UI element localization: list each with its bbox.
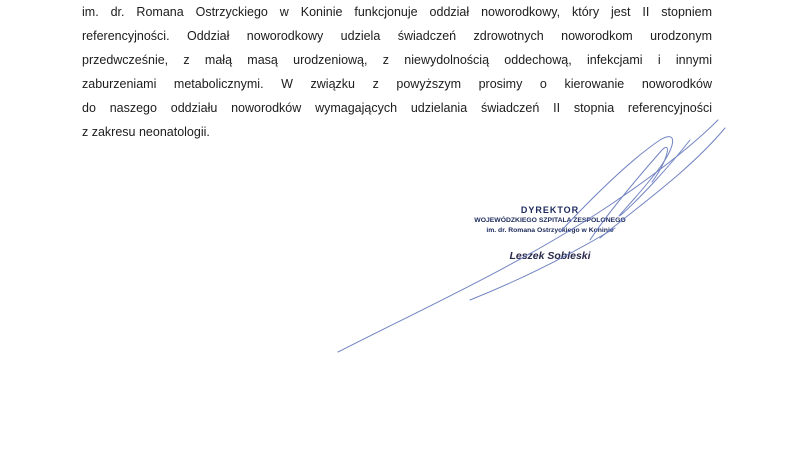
stamp-hospital-name: WOJEWÓDZKIEGO SZPITALA ZESPOLONEGO xyxy=(474,217,626,224)
letter-body xyxy=(82,0,712,144)
stamp-title: DYREKTOR xyxy=(520,205,580,215)
letter-line-5: do naszego oddziału noworodków wymagających udzielania świadczeń II stopnia referencyjności xyxy=(82,101,712,115)
letter-line-4: zaburzeniami metabolicznymi. W związku z powyższym prosimy o kierowanie noworodków xyxy=(82,77,712,91)
letter-line-3: przedwcześnie, z małą masą urodzeniową, z niewydolnością oddechową, infekcjami i innymi xyxy=(82,53,712,67)
letter-line-2: referencyjności. Oddział noworodkowy udziela świadczeń zdrowotnych noworodkom urodzonym xyxy=(82,29,712,43)
letter-line-1: im. dr. Romana Ostrzyckiego w Koninie funkcjonuje oddział noworodkowy, który jest II stopniem xyxy=(82,5,712,19)
stamp-signatory-name: Leszek Sobleski xyxy=(509,250,591,262)
director-stamp xyxy=(440,205,660,263)
stamp-hospital-patron: im. dr. Romana Ostrzyckiego w Koninie xyxy=(486,227,614,234)
letter-line-6: z zakresu neonatologii. xyxy=(82,125,210,139)
